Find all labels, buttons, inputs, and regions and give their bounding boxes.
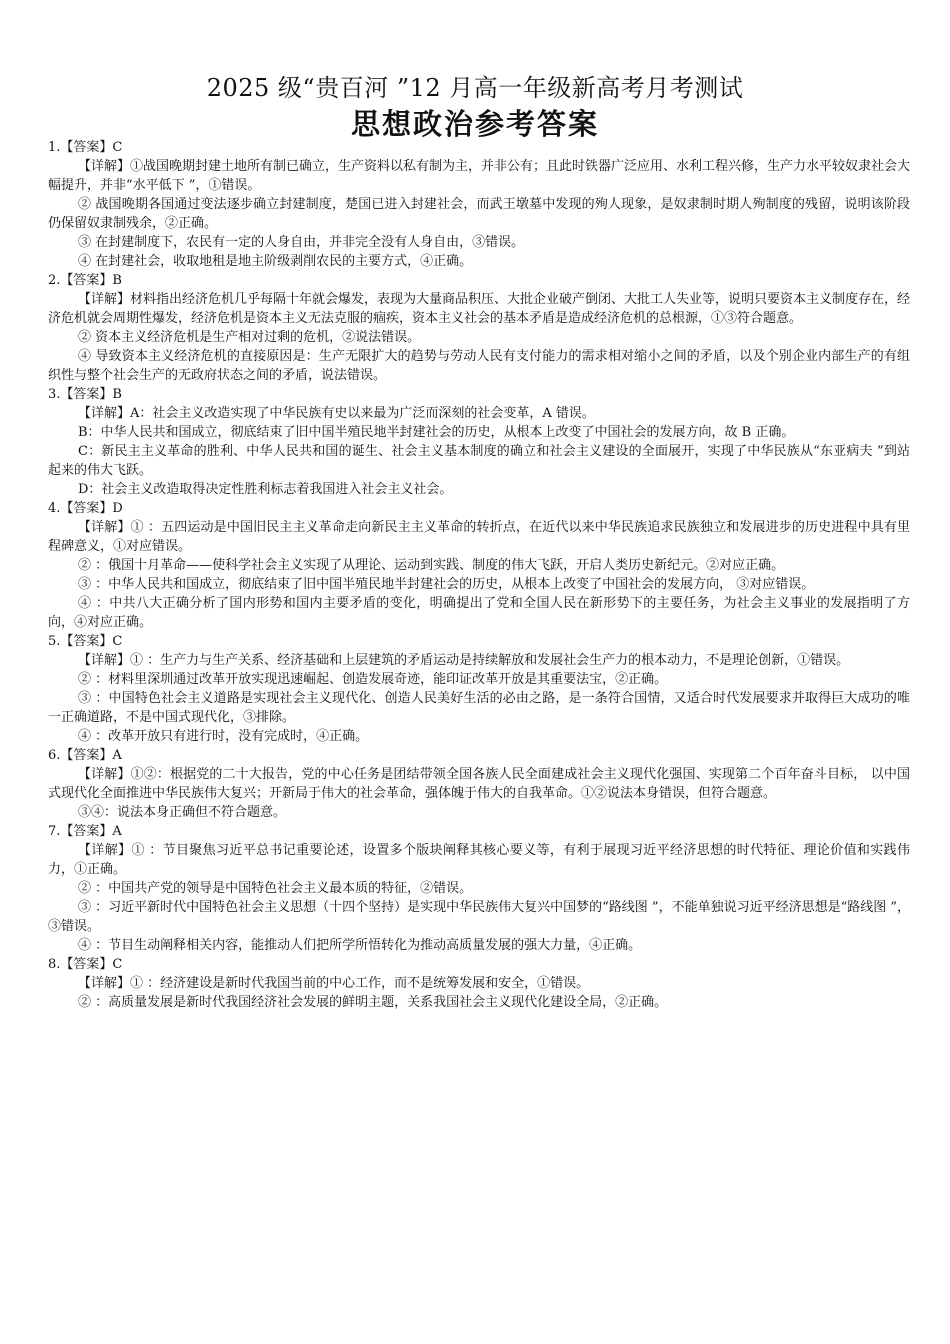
explanation-paragraph: ④ ：中共八大正确分析了国内形势和国内主要矛盾的变化，明确提出了党和全国人民在新形势下的主要任务，为社会主义事业的发展指明了方向，④对应正确。 bbox=[48, 596, 910, 630]
explanation-paragraph: ④ ：改革开放只有进行时，没有完成时，④正确。 bbox=[78, 729, 369, 744]
explanation-paragraph: 【详解】① ：生产力与生产关系、经济基础和上层建筑的矛盾运动是持续解放和发展社会生产力的根本动力，不是理论创新，①错误。 bbox=[78, 653, 850, 668]
explanation-paragraph: ② ：材料里深圳通过改革开放实现迅速崛起、创造发展奇迹，能印证改革开放是其重要法宝，②正确。 bbox=[78, 672, 668, 687]
explanation-paragraph: ③ ：中国特色社会主义道路是实现社会主义现代化、创造人民美好生活的必由之路，是一条符合国情，又适合时代发展要求并取得巨大成功的唯一正确道路，不是中国式现代化，③排除。 bbox=[48, 691, 910, 725]
answer-line: 5.【答案】C bbox=[48, 634, 123, 649]
explanation-paragraph: 【详解】A：社会主义改造实现了中华民族有史以来最为广泛而深刻的社会变革，A 错误。 bbox=[78, 406, 595, 421]
explanation-paragraph: ③ ：习近平新时代中国特色社会主义思想（十四个坚持）是实现中华民族伟大复兴中国梦的“路线图 ”，不能单独说习近平经济思想是“路线图 ”，③错误。 bbox=[48, 900, 910, 934]
explanation-paragraph: 【详解】① ：节目聚焦习近平总书记重要论述，设置多个版块阐释其核心要义等，有利于展现习近平经济思想的时代特征、理论价值和实践伟力，①正确。 bbox=[48, 843, 910, 877]
explanation-paragraph: ③④：说法本身正确但不符合题意。 bbox=[78, 805, 287, 820]
explanation-paragraph: 【详解】①战国晚期封建土地所有制已确立，生产资料以私有制为主，并非公有；且此时铁器广泛应用、水利工程兴修，生产力水平较奴隶社会大幅提升，并非“水平低下 ”，①错误。 bbox=[48, 159, 911, 193]
answer-line: 4.【答案】D bbox=[48, 501, 123, 516]
explanation-paragraph: 【详解】①②：根据党的二十大报告，党的中心任务是团结带领全国各族人民全面建成社会主义现代化强国、实现第二个百年奋斗目标， 以中国式现代化全面推进中华民族伟大复兴；开新局于伟大的社会革命，强体魄于伟大的自我革命。①②说法本身错误，但符合题意。 bbox=[48, 767, 910, 801]
question-block bbox=[48, 138, 910, 271]
answer-line: 1.【答案】C bbox=[48, 140, 123, 155]
explanation-paragraph: 【详解】① ：经济建设是新时代我国当前的中心工作，而不是统筹发展和安全，①错误。 bbox=[78, 976, 590, 991]
explanation-paragraph: ② ：高质量发展是新时代我国经济社会发展的鲜明主题，关系我国社会主义现代化建设全局，②正确。 bbox=[78, 995, 668, 1010]
answer-line: 8.【答案】C bbox=[48, 957, 123, 972]
explanation-paragraph: B：中华人民共和国成立，彻底结束了旧中国半殖民地半封建社会的历史，从根本上改变了中国社会的发展方向，故 B 正确。 bbox=[78, 425, 795, 440]
question-block bbox=[48, 746, 910, 822]
explanation-paragraph: ② ：俄国十月革命——使科学社会主义实现了从理论、运动到实践、制度的伟大飞跃，开启人类历史新纪元。②对应正确。 bbox=[78, 558, 785, 573]
answer-line: 2.【答案】B bbox=[48, 273, 122, 288]
explanation-paragraph: ④ ：节目生动阐释相关内容，能推动人们把所学所悟转化为推动高质量发展的强大力量，④正确。 bbox=[78, 938, 642, 953]
explanation-paragraph: D：社会主义改造取得决定性胜利标志着我国进入社会主义社会。 bbox=[78, 482, 453, 497]
question-block bbox=[48, 385, 910, 499]
explanation-paragraph: ④ 在封建社会，收取地租是地主阶级剥削农民的主要方式，④正确。 bbox=[78, 254, 473, 269]
answer-list bbox=[48, 138, 910, 1012]
explanation-paragraph: ④ 导致资本主义经济危机的直接原因是：生产无限扩大的趋势与劳动人民有支付能力的需求相对缩小之间的矛盾，以及个别企业内部生产的有组织性与整个社会生产的无政府状态之间的矛盾，说法错误。 bbox=[48, 349, 910, 383]
explanation-paragraph: ③ 在封建制度下，农民有一定的人身自由，并非完全没有人身自由，③错误。 bbox=[78, 235, 525, 250]
explanation-paragraph: 【详解】① ：五四运动是中国旧民主主义革命走向新民主主义革命的转折点，在近代以来中华民族追求民族独立和发展进步的历史进程中具有里程碑意义，①对应错误。 bbox=[48, 520, 910, 554]
document-subtitle: 思想政治参考答案 bbox=[350, 107, 599, 141]
explanation-paragraph: 【详解】材料指出经济危机几乎每隔十年就会爆发，表现为大量商品积压、大批企业破产倒闭、大批工人失业等，说明只要资本主义制度存在，经济危机就会周期性爆发，经济危机是资本主义无法克服的痼疾，资本主义社会的基本矛盾是造成经济危机的总根源，①③符合题意。 bbox=[48, 292, 911, 326]
explanation-paragraph: ② 资本主义经济危机是生产相对过剩的危机，②说法错误。 bbox=[78, 330, 421, 345]
answer-line: 3.【答案】B bbox=[48, 387, 122, 402]
question-block bbox=[48, 632, 910, 746]
question-block bbox=[48, 271, 910, 385]
explanation-paragraph: C：新民主主义革命的胜利、中华人民共和国的诞生、社会主义基本制度的确立和社会主义建设的全面展开，实现了中华民族从“东亚病夫 ”到站起来的伟大飞跃。 bbox=[48, 444, 910, 478]
exam-title: 2025 级“贵百河 ”12 月高一年级新高考月考测试 bbox=[206, 74, 744, 102]
explanation-paragraph: ② 战国晚期各国通过变法逐步确立封建制度，楚国已进入封建社会，而武王墩墓中发现的殉人现象，是奴隶制时期人殉制度的残留，说明该阶段仍保留奴隶制残余，②正确。 bbox=[48, 197, 910, 231]
answer-line: 6.【答案】A bbox=[48, 748, 122, 763]
question-block bbox=[48, 955, 910, 1012]
explanation-paragraph: ③ ：中华人民共和国成立，彻底结束了旧中国半殖民地半封建社会的历史，从根本上改变了中国社会的发展方向， ③对应错误。 bbox=[78, 577, 815, 592]
question-block bbox=[48, 822, 910, 955]
explanation-paragraph: ② ：中国共产党的领导是中国特色社会主义最本质的特征，②错误。 bbox=[78, 881, 473, 896]
answer-line: 7.【答案】A bbox=[48, 824, 122, 839]
question-block bbox=[48, 499, 910, 632]
